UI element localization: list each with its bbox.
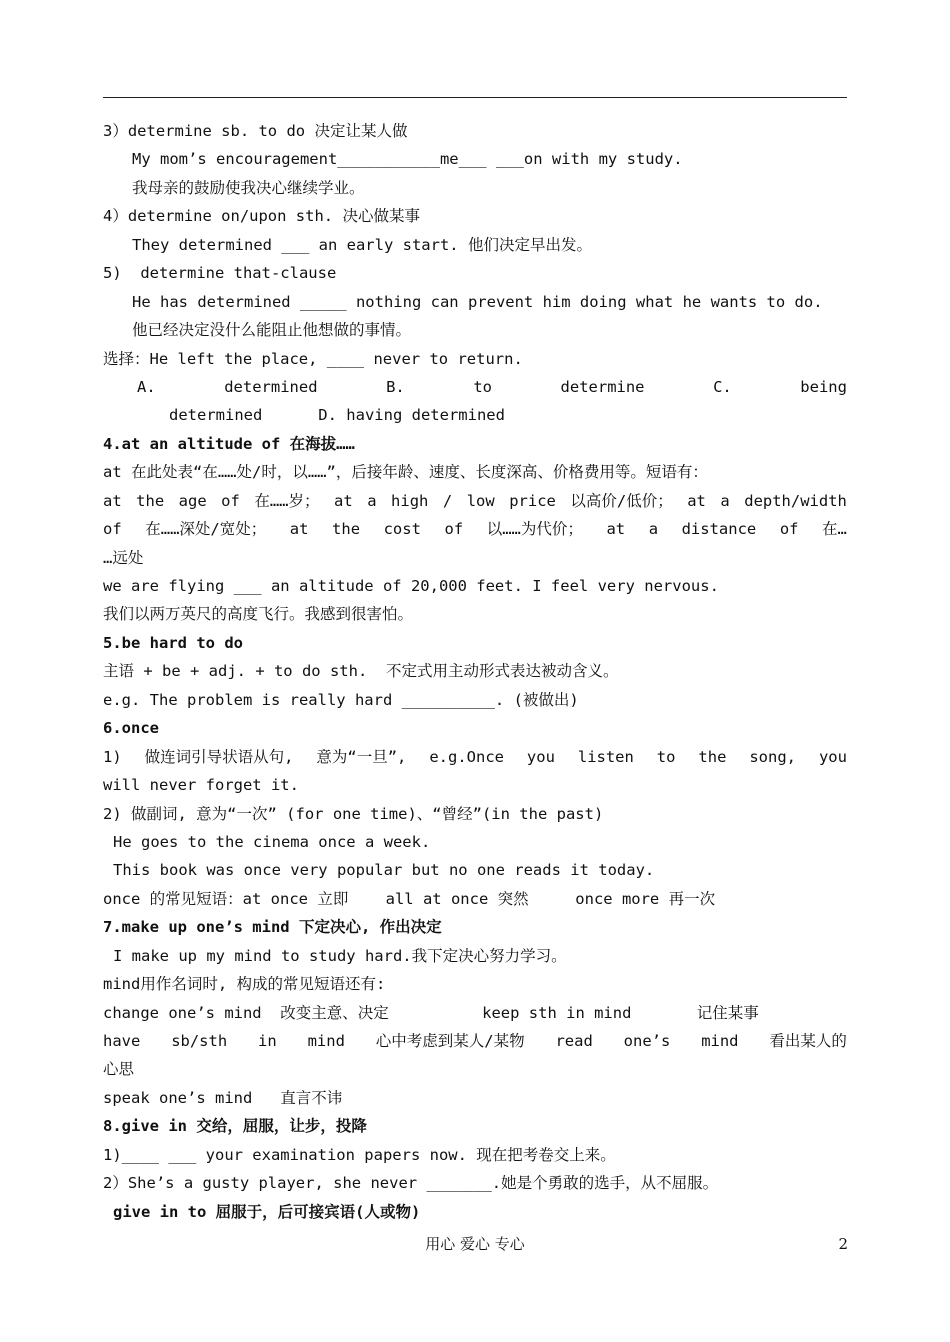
section-heading-7: 7.make up one’s mind 下定决心, 作出决定 [103, 918, 442, 937]
word: you [818, 747, 847, 766]
footer-slogan: 用心 爱心 专心 [425, 1235, 525, 1253]
explanation-cont: will never forget it. [103, 776, 299, 795]
word: / [442, 491, 453, 510]
section-heading-4: 4.at an altitude of 在海拔…… [103, 434, 355, 453]
option-b-text: to [473, 377, 492, 396]
phrases: change one’s mind 改变主意、决定 keep sth in mind 记住某事 [103, 1003, 759, 1022]
word: 看出某人的 [769, 1032, 847, 1050]
word: 以高价/低价； [570, 491, 673, 510]
word: 在……岁； [254, 491, 320, 510]
example-sentence: He goes to the cinema once a week. [113, 832, 431, 851]
example-sentence: we are flying ___ an altitude of 20,000 feet. I feel very nervous. [103, 577, 719, 595]
word: a [720, 491, 730, 510]
phrases: speak one’s mind 直言不讳 [103, 1088, 343, 1107]
section-heading-6: 6.once [103, 719, 159, 738]
word: depth/width [744, 491, 847, 510]
header-rule [103, 97, 847, 98]
phrase-line-end: …远处 [103, 548, 144, 567]
word: 做连词引导状语从句, [144, 747, 294, 766]
word: mind [701, 1032, 739, 1050]
word: a [648, 520, 659, 539]
word: age [178, 491, 207, 510]
phrase-line [103, 487, 847, 515]
word: at [334, 491, 353, 510]
example-sentence: This book was once very popular but no one reads it today. [113, 861, 655, 880]
example-sentence: I make up my mind to study hard.我下定决心努力学习。 [113, 946, 567, 965]
word: to [656, 747, 676, 766]
choice-options-cont: determined D. having determined [169, 406, 505, 425]
translation: 他已经决定没什么能阻止他想做的事情。 [132, 321, 412, 340]
word: mind [307, 1032, 345, 1050]
word: at [103, 491, 122, 510]
word: of [221, 491, 240, 510]
line-determine-3: 3）determine sb. to do 决定让某人做 [103, 122, 408, 140]
phrase-line [103, 515, 847, 543]
translation: 我们以两万英尺的高度飞行。我感到很害怕。 [103, 605, 414, 624]
word: one’s [623, 1032, 671, 1050]
word: 意为“一旦”, [316, 747, 407, 766]
option-c-text: being [800, 377, 847, 396]
word: have [103, 1032, 141, 1050]
word: 1) [103, 747, 122, 766]
page-number: 2 [838, 1235, 848, 1253]
word: high [391, 491, 429, 510]
example-sentence: e.g. The problem is really hard __________. (被做出) [103, 690, 579, 709]
option-c-label: C. [713, 377, 732, 396]
word: in [258, 1032, 277, 1050]
phrases: once 的常见短语：at once 立即 all at once 突然 once more 再一次 [103, 889, 716, 908]
line-determine-5: 5) determine that-clause [103, 264, 337, 283]
option-b-label: B. [386, 377, 405, 396]
word: a [367, 491, 377, 510]
word: of [779, 520, 799, 539]
section-heading-8: 8.give in 交给，屈服，让步，投降 [103, 1117, 367, 1136]
word: sb/sth [171, 1032, 228, 1050]
exercise: 2）She’s a gusty player, she never _______.她是个勇敢的选手，从不屈服。 [103, 1174, 719, 1193]
page-content [103, 117, 847, 1226]
word: at [289, 520, 309, 539]
phrases-justified [103, 1027, 847, 1055]
option-b-text: determine [560, 377, 645, 396]
line-determine-4: 4）determine on/upon sth. 决心做某事 [103, 207, 420, 226]
word: at [606, 520, 626, 539]
word: low [466, 491, 495, 510]
word: e.g.Once [429, 747, 504, 766]
word: the [332, 520, 361, 539]
word: distance [681, 520, 757, 539]
word: the [136, 491, 165, 510]
explanation-justified [103, 743, 847, 771]
word: the [698, 747, 727, 766]
translation: 我母亲的鼓励使我决心继续学业。 [132, 178, 365, 197]
word: at [687, 491, 706, 510]
word: 在… [822, 520, 847, 539]
word: read [555, 1032, 593, 1050]
option-a-text: determined [224, 377, 318, 396]
option-a-label: A. [137, 377, 156, 396]
explanation: mind用作名词时, 构成的常见短语还有: [103, 975, 386, 994]
choice-question: 选择：He left the place, ____ never to return. [103, 349, 523, 368]
phrases-cont: 心思 [103, 1060, 135, 1079]
word: cost [383, 520, 421, 539]
word: listen [577, 747, 634, 766]
word: of [444, 520, 464, 539]
example-sentence: He has determined _____ nothing can prevent him doing what he wants to do. [132, 292, 823, 311]
word: 在……深处/宽处； [145, 520, 267, 539]
example-sentence: My mom’s encouragement___________me___ ___on with my study. [132, 150, 683, 169]
sub-heading: give in to 屈服于，后可接宾语(人或物) [113, 1202, 421, 1221]
explanation: at 在此处表“在……处/时，以……”，后接年龄、速度、长度深高、价格费用等。短语有： [103, 463, 708, 482]
page-footer [0, 1234, 950, 1254]
section-heading-5: 5.be hard to do [103, 633, 243, 652]
word: you [526, 747, 555, 766]
word: song, [749, 747, 797, 766]
word: 以……为代价； [486, 520, 583, 539]
explanation: 主语 + be + adj. + to do sth. 不定式用主动形式表达被动含义。 [103, 662, 619, 681]
word: price [509, 491, 556, 510]
word: 心中考虑到某人/某物 [375, 1032, 525, 1050]
exercise: 1)____ ___ your examination papers now. 现在把考卷交上来。 [103, 1145, 616, 1164]
explanation: 2) 做副词, 意为“一次” (for one time)、“曾经”(in the past) [103, 804, 604, 823]
choice-options [103, 373, 847, 401]
word: of [103, 520, 122, 539]
example-sentence: They determined ___ an early start. 他们决定早出发。 [132, 235, 592, 254]
